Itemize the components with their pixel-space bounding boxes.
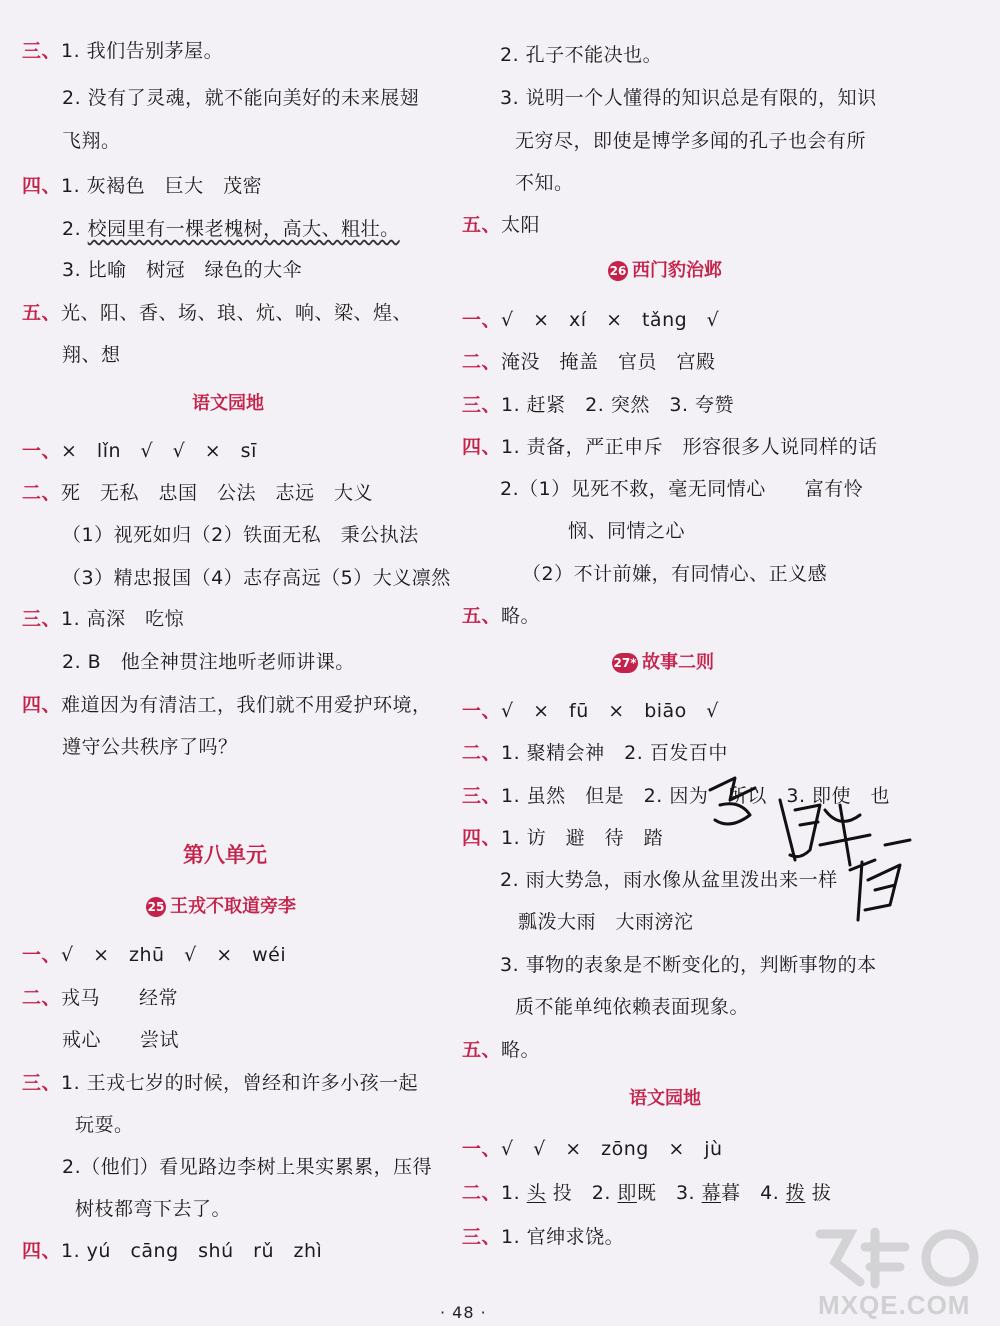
section-title: 语文园地 bbox=[192, 393, 264, 414]
answer-line: 2.（他们）看见路边李树上果实累累，压得 bbox=[62, 1156, 433, 1178]
answer-line: 2. 没有了灵魂，就不能向美好的未来展翅 bbox=[62, 87, 420, 109]
answer-line: （3）精忠报国（4）志存高远（5）大义凛然 bbox=[62, 567, 451, 589]
lesson-title: 26 西门豹治邺 bbox=[609, 260, 722, 281]
answer-line: 四、1. yú cāng shú rǔ zhì bbox=[22, 1240, 323, 1262]
answer-line: 遵守公共秩序了吗？ bbox=[62, 736, 238, 758]
answer-line: 一、√ √ × zōng × jù bbox=[462, 1138, 723, 1160]
answer-line: 翔、想 bbox=[62, 344, 121, 366]
answer-line: 2.（1）见死不救，毫无同情心 富有怜 bbox=[500, 478, 864, 500]
lesson-number-badge: 25 bbox=[146, 897, 166, 917]
answer-line: 2. B 他全神贯注地听老师讲课。 bbox=[62, 651, 355, 673]
answer-line: （2）不计前嫌，有同情心、正义感 bbox=[522, 563, 828, 585]
answer-line: 一、× lǐn √ √ × sī bbox=[22, 440, 257, 462]
lesson-title: 25 王戎不取道旁李 bbox=[147, 896, 296, 917]
answer-line: 五、太阳 bbox=[462, 214, 541, 236]
answer-line: （1）视死如归（2）铁面无私 秉公执法 bbox=[62, 524, 419, 546]
answer-line: 质不能单纯依赖表面现象。 bbox=[515, 996, 750, 1018]
unit-title: 第八单元 bbox=[183, 843, 267, 867]
answer-line: 2. 校园里有一棵老槐树，高大、粗壮。 bbox=[62, 218, 400, 240]
answer-line: 三、1. 官绅求饶。 bbox=[462, 1226, 625, 1248]
answer-line: 2. 孔子不能决也。 bbox=[500, 44, 663, 66]
answer-line: 二、戎马 经常 bbox=[22, 987, 179, 1009]
answer-line: 三、1. 王戎七岁的时候，曾经和许多小孩一起 bbox=[22, 1072, 419, 1094]
lesson-title: 27* 故事二则 bbox=[613, 652, 714, 673]
lesson-number-badge: 27* bbox=[612, 653, 638, 673]
answer-line: 三、1. 我们告别茅屋。 bbox=[22, 40, 224, 62]
answer-line: 戒心 尝试 bbox=[62, 1029, 180, 1051]
answer-line: 无穷尽，即使是博学多闻的孔子也会有所 bbox=[515, 130, 867, 152]
answer-line: 玩耍。 bbox=[75, 1114, 134, 1136]
answer-line: 二、死 无私 忠国 公法 志远 大义 bbox=[22, 482, 374, 504]
answer-line: 3. 事物的表象是不断变化的，判断事物的本 bbox=[500, 954, 877, 976]
answer-line: 四、1. 访 避 待 踏 bbox=[462, 827, 664, 849]
answer-line: 二、1. 头 投 2. 即既 3. 幕暮 4. 拨 拔 bbox=[462, 1182, 832, 1204]
answer-line: 二、淹没 掩盖 官员 宫殿 bbox=[462, 351, 716, 373]
answer-line: 三、1. 虽然 但是 2. 因为 所以 3. 即使 也 bbox=[462, 785, 891, 807]
answer-line: 二、1. 聚精会神 2. 百发百中 bbox=[462, 742, 728, 764]
wavy-underlined-sentence: 校园里有一棵老槐树，高大、粗壮。 bbox=[87, 218, 400, 240]
answer-line: 四、1. 责备，严正申斥 形容很多人说同样的话 bbox=[462, 436, 878, 458]
answer-line: 2. 雨大势急，雨水像从盆里泼出来一样 bbox=[500, 869, 838, 891]
answer-line: 五、略。 bbox=[462, 1039, 541, 1061]
answer-line: 五、光、阳、香、场、琅、炕、响、梁、煌、 bbox=[22, 302, 413, 324]
answer-line: 一、√ × xí × tǎng √ bbox=[462, 309, 720, 331]
answer-line: 三、1. 高深 吃惊 bbox=[22, 608, 185, 630]
answer-line: 四、难道因为有清洁工，我们就不用爱护环境， bbox=[22, 694, 432, 716]
answer-line: 3. 比喻 树冠 绿色的大伞 bbox=[62, 259, 303, 281]
watermark-text: MXQE.COM bbox=[818, 1290, 971, 1320]
page-number: · 48 · bbox=[440, 1303, 487, 1322]
answer-line: 悯、同情之心 bbox=[568, 520, 686, 542]
lesson-number-badge: 26 bbox=[608, 261, 628, 281]
answer-line: 三、1. 赶紧 2. 突然 3. 夸赞 bbox=[462, 394, 735, 416]
answer-line: 不知。 bbox=[515, 172, 574, 194]
answer-line: 一、√ × fū × biāo √ bbox=[462, 700, 719, 722]
answer-line: 3. 说明一个人懂得的知识总是有限的，知识 bbox=[500, 87, 877, 109]
handwriting-scribble bbox=[700, 770, 930, 940]
section-title: 语文园地 bbox=[629, 1088, 701, 1109]
watermark-logo bbox=[800, 1222, 990, 1292]
answer-line: 飞翔。 bbox=[62, 130, 121, 152]
answer-line: 树枝都弯下去了。 bbox=[75, 1198, 232, 1220]
answer-line: 瓢泼大雨 大雨滂沱 bbox=[518, 911, 694, 933]
answer-line: 五、略。 bbox=[462, 605, 541, 627]
answer-line: 一、√ × zhū √ × wéi bbox=[22, 944, 287, 966]
answer-line: 四、1. 灰褐色 巨大 茂密 bbox=[22, 175, 263, 197]
